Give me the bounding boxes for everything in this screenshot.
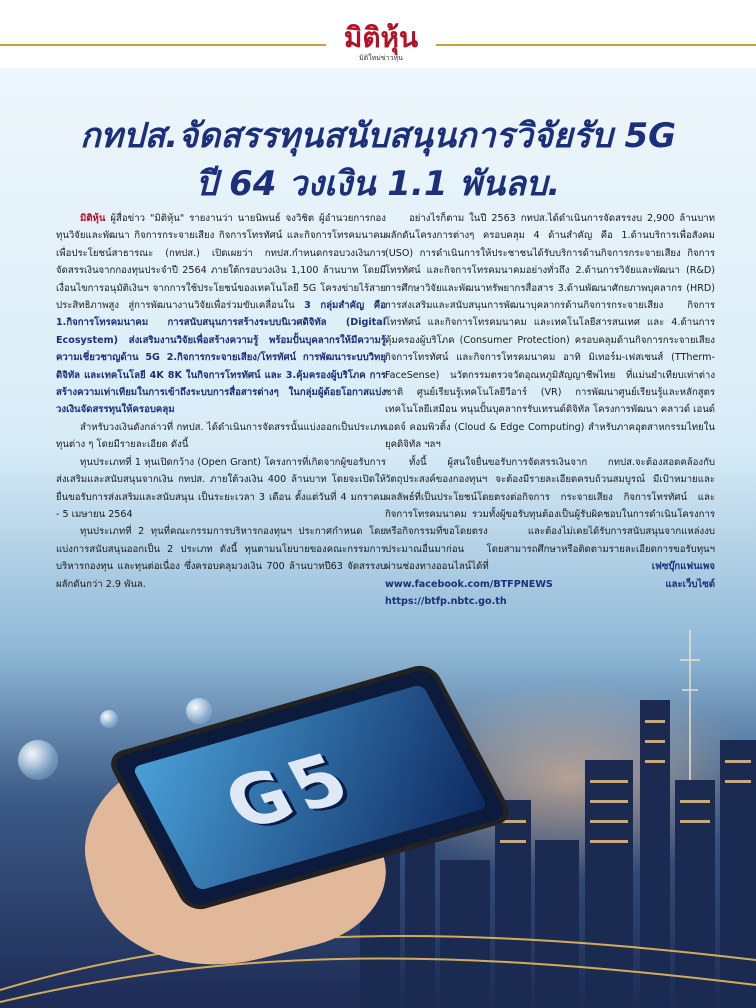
- paragraph: สำหรับวงเงินดังกล่าวที่ กทปส. ได้ดำเนินการจัดสรรนั้นแบ่งออกเป็นประเภททุนต่าง ๆ โดยมีรายละเอียด ดังนี้: [56, 421, 386, 451]
- decorative-bubble: [18, 740, 58, 780]
- phone-5g-label: G5: [210, 736, 368, 846]
- logo-tagline: มิติใหม่ข่าวหุ้น: [359, 54, 403, 62]
- highlight-text: 3 กลุ่มสำคัญ คือ 1.กิจการโทรคมนาคม การสนับสนุนการสร้างระบบนิเวศดิจิทัล (Digital Ecosystem) ส่งเสริมงานวิจัยเพื่อสร้างความรู้ พร้อมปั้นบุคลากรให้มีความรู้ความเชี่ยวชาญด้าน 5G 2.กิจการกระจายเสียง/โทรทัศน์ การพัฒนาระบบวิทยุดิจิทัล และเทคโนโลยี 4K 8K ในกิจการโทรทัศน์ และ 3.คุ้มครองผู้บริโภค การสร้างความเท่าเทียมในการเข้าถึงระบบการสื่อสารต่างๆ ในกลุ่มผู้ด้อยโอกาสแบ่งวงเงินจัดสรรทุนให้ครอบคลุม: [56, 300, 386, 416]
- byline-lead: มิติหุ้น: [80, 213, 106, 224]
- paragraph-text: ทั้งนี้ ผู้สนใจยื่นขอรับการจัดสรรเงินจาก กทปส.จะต้องสอดคล้องกับวัตถุประสงค์ของกองทุนฯ จะต้องมีรายละเอียดครบถ้วนสมบูรณ์ มีเป้าหมายและผลลัพธ์ที่เป็นประโยชน์โดยตรงต่อกิจการ กระจายเสียง กิจการโทรทัศน์ และกิจการโทรคมนาคม รวมทั้งผู้ขอรับทุนต้องเป็นผู้รับผิดชอบในการดำเนินโครงการหรือกิจกรรมที่ขอโดยตรง และต้องไม่เคยได้รับการสนับสนุนจากแหล่งงบประมาณอื่นมาก่อน โดยสามารถศึกษาหรือติดตามรายละเอียดการขอรับทุนฯ ผ่านช่องทางออนไลน์ได้ที่: [385, 456, 715, 573]
- article-column-left: [56, 210, 386, 593]
- masthead: [0, 0, 756, 68]
- paragraph: ทุนประเภทที่ 2 ทุนที่คณะกรรมการบริหารกองทุนฯ ประกาศกำหนด โดยแบ่งการสนับสนุนออกเป็น 2 ประเภท ดังนี้ ทุนตามนโยบายของคณะกรรมการบริหารกองทุน และทุนต่อเนื่อง ซึ่งครอบคลุมวงเงิน 700 ล้านบาทปี63 จัดสรรงบผลักดันกว่า 2.9 พันล.: [56, 526, 386, 590]
- paragraph: อย่างไรก็ตาม ในปี 2563 กทปส.ได้ดำเนินการจัดสรรงบ 2,900 ล้านบาท ผลักดันโครงการต่างๆ ครอบคลุม 4 ด้านสำคัญ คือ 1.ด้านบริการเพื่อสังคม (USO) การดำเนินการให้ประชาชนได้รับบริการด้านกิจการกระจายเสียง กิจการโทรทัศน์ และกิจการโทรคมนาคมอย่างทั่วถึง 2.ด้านการวิจัยและพัฒนา (R&D) การศึกษาวิจัยและพัฒนาทรัพยากรสื่อสาร 3.ด้านพัฒนาศักยภาพบุคลากร (HRD) การส่งเสริมและสนับสนุนการพัฒนาบุคลากรด้านกิจการกระจายเสียง กิจการโทรทัศน์ และกิจการโทรคมนาคม และเทคโนโลยีสารสนเทศ และ 4.ด้านการคุ้มครองผู้บริโภค (Consumer Protection) ครอบคลุมด้านกิจการกระจายเสียง กิจการโทรทัศน์ และกิจการโทรคมนาคม อาทิ มิเทอร์ม-เฟสเซนส์ (TTherm-FaceSense) นวัตกรรมตรวจวัดอุณหภูมิสัญญาชีพไทย ที่แม่นยำเทียบเท่าต่างชาติ ศูนย์เรียนรู้เทคโนโลยีวีอาร์ (VR) การพัฒนาศูนย์เรียนรู้และหลักสูตรเทคโนโลยีเสมือน หนุนปั้นบุคลากรรับเทรนด์ดิจิทัล โครงการพัฒนา คลาวด์ เอนด์ เอดจ์ คอมพิวติ้ง (Cloud & Edge Computing) สำหรับภาคอุตสาหกรรมไทยในยุคดิจิทัล ฯลฯ: [385, 213, 715, 451]
- title-line-1: กทปส.จัดสรรทุนสนับสนุนการวิจัยรับ 5G: [79, 116, 677, 156]
- title-line-2: ปี 64 วงเงิน 1.1 พันลบ.: [195, 164, 561, 204]
- decorative-bubble: [100, 710, 118, 728]
- logo-text: มิติหุ้น: [343, 21, 419, 54]
- decorative-bubble: [186, 698, 212, 724]
- logo: [326, 22, 436, 66]
- paragraph: ทุนประเภทที่ 1 ทุนเปิดกว้าง (Open Grant) โครงการที่เกิดจากผู้ขอรับการส่งเสริมและสนับสนุนจากเงิน กทปส. ภายใต้วงเงิน 400 ล้านบาท โดยจะเปิดให้ยื่นขอรับการส่งเสริมและสนับสนุน เป็นระยะเวลา 3 เดือน ตั้งแต่วันที่ 4 มกราคม - 5 เมษายน 2564: [56, 456, 386, 520]
- article-column-right: [385, 210, 715, 610]
- paragraph: [385, 454, 715, 611]
- paragraph: [56, 210, 386, 419]
- article-title: [30, 112, 726, 208]
- paragraph-text: ผู้สื่อข่าว "มิติหุ้น" รายงานว่า นายนิพนธ์ จงวิชิต ผู้อำนวยการกองทุนวิจัยและพัฒนา กิจการกระจายเสียง กิจการโทรทัศน์ และกิจการโทรคมนาคม เพื่อประโยชน์สาธารณะ (กทปส.) เปิดเผยว่า กทปส.กำหนดกรอบวงเงินการจัดสรรเงินจากกองทุนประจำปี 2564 ภายใต้กรอบวงเงิน 1,100 ล้านบาท โดยมีเงื่อนไขการอนุมัติเงินฯ จากการใช้ประโยชน์ของเทคโนโลยี 5G โครงข่ายไร้สายประสิทธิภาพสูง สู่การพัฒนางานวิจัยเพื่อร่วมขับเคลื่อนใน: [56, 213, 386, 312]
- contact-link[interactable]: เฟซบุ๊กแฟนเพจ www.facebook.com/BTFPNEWS และเว็บไซต์ https://btfp.nbtc.go.th: [385, 561, 715, 607]
